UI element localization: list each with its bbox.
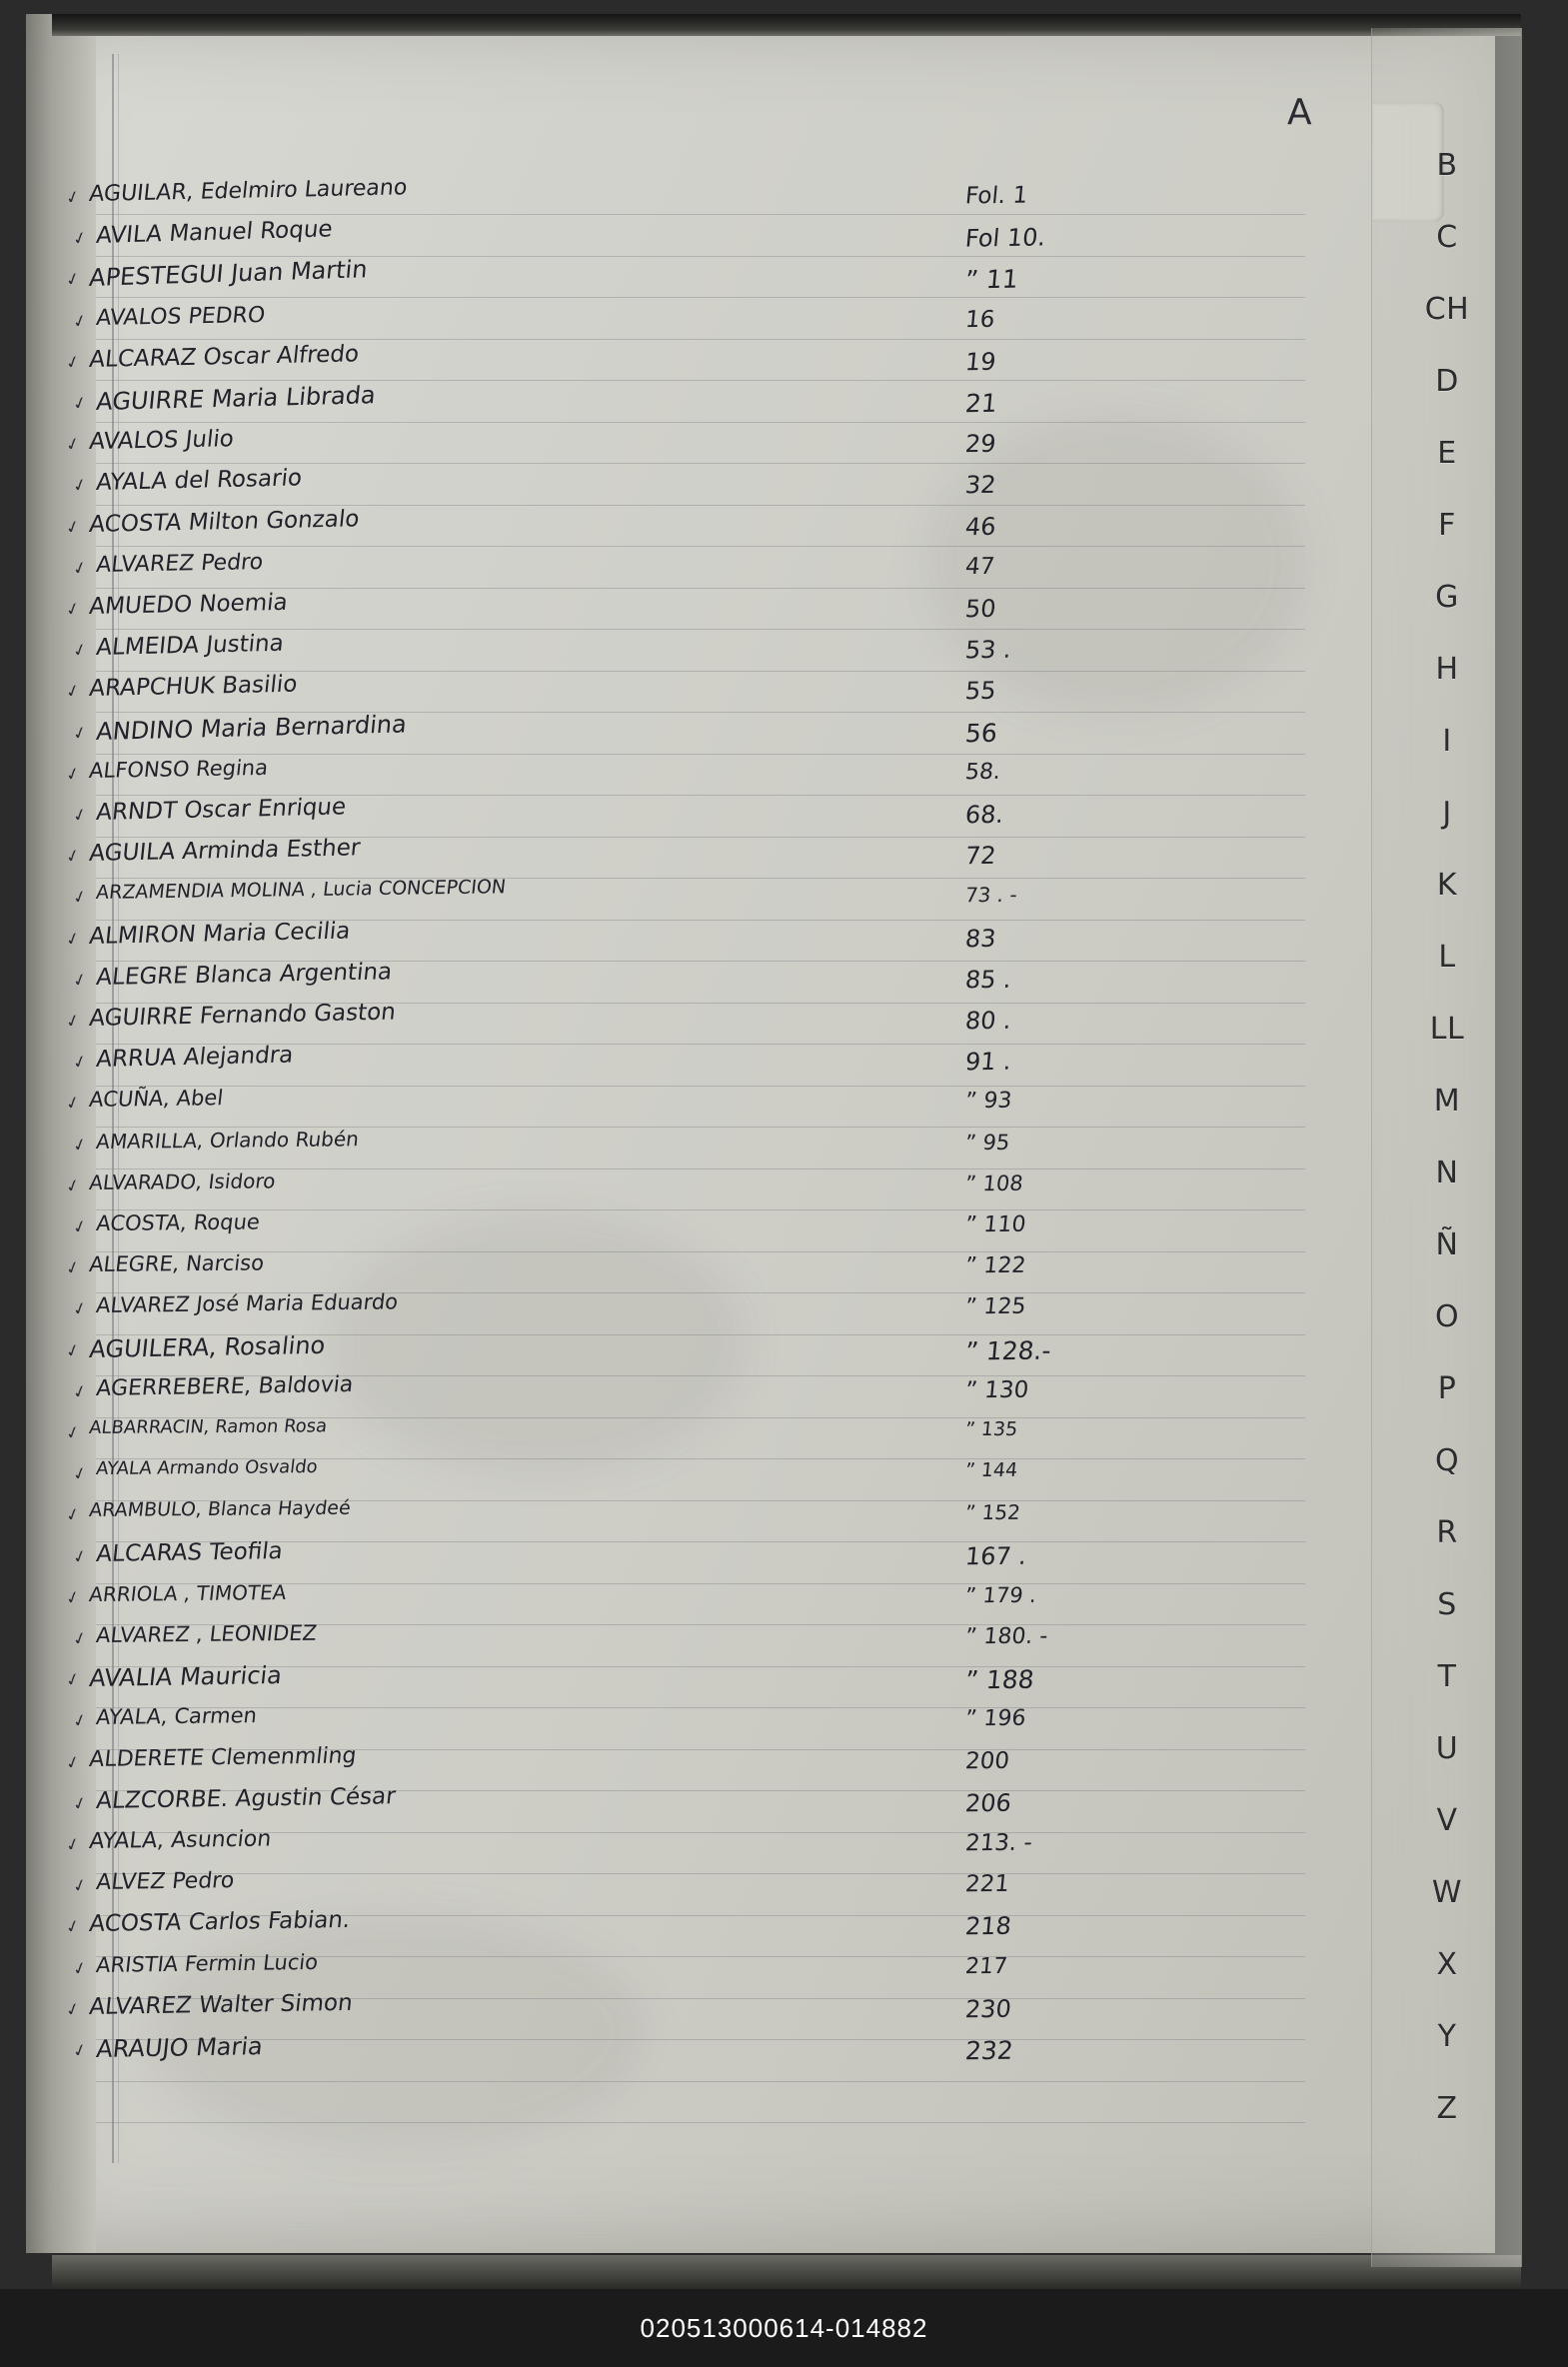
entry-folio: 55: [963, 677, 997, 706]
check-mark: ✓: [70, 969, 90, 993]
entry-folio: ” 152: [963, 1500, 1022, 1525]
check-mark: ✓: [70, 1215, 90, 1239]
entry-row: [63, 255, 1347, 308]
entry-row: [70, 709, 1354, 762]
paper-sheet: [26, 14, 1495, 2253]
entry-row: [63, 505, 1347, 556]
index-tab-h[interactable]: H: [1435, 652, 1459, 687]
check-mark: ✓: [63, 598, 83, 622]
entry-folio: 46: [963, 512, 997, 541]
entry-name: AYALA del Rosario: [95, 465, 304, 497]
entry-row: [70, 1456, 1354, 1502]
entry-name: ALCARAS Teofila: [95, 1537, 285, 1567]
check-mark: ✓: [63, 1175, 83, 1198]
section-letter: A: [1287, 92, 1312, 133]
index-tab-c[interactable]: C: [1436, 220, 1458, 255]
entry-name: AGUILA Arminda Esther: [88, 835, 362, 868]
entry-row: [63, 1250, 1347, 1296]
entry-name: AVALOS Julio: [88, 426, 236, 456]
entry-name: AGUIRRE Fernando Gaston: [88, 999, 398, 1032]
check-mark: ✓: [63, 268, 83, 292]
index-tab-f[interactable]: F: [1438, 508, 1456, 543]
entry-name: ALMIRON Maria Cecilia: [88, 918, 352, 950]
index-tab-q[interactable]: Q: [1434, 1443, 1460, 1478]
entry-row: [70, 381, 1354, 432]
entry-row: [63, 1826, 1347, 1873]
check-mark: ✓: [63, 1421, 83, 1445]
check-mark: ✓: [70, 1709, 90, 1733]
entry-name: ALBARRACIN, Ramon Rosa: [88, 1415, 329, 1438]
check-mark: ✓: [63, 516, 83, 540]
alphabet-index-tabs[interactable]: [1371, 28, 1522, 2267]
entry-name: AGUILAR, Edelmiro Laureano: [88, 175, 409, 207]
entry-folio: ” 130: [963, 1376, 1030, 1404]
check-mark: ✓: [63, 1092, 83, 1116]
check-mark: ✓: [63, 680, 83, 704]
check-mark: ✓: [70, 722, 90, 746]
check-mark: ✓: [70, 1627, 90, 1651]
entry-name: AVALOS PEDRO: [95, 302, 267, 331]
index-tab-x[interactable]: X: [1436, 1947, 1458, 1982]
entry-name: ARAPCHUK Basilio: [88, 671, 299, 703]
index-tab-y[interactable]: Y: [1437, 2019, 1457, 2054]
index-tab-m[interactable]: M: [1433, 1084, 1461, 1119]
entry-row: [63, 1742, 1347, 1791]
check-mark: ✓: [63, 433, 83, 457]
binding-shadow: [26, 14, 96, 2253]
entry-name: AVALIA Mauricia: [88, 1661, 284, 1693]
entry-name: AYALA, Carmen: [95, 1703, 259, 1730]
index-tab-n[interactable]: N: [1435, 1156, 1459, 1190]
check-mark: ✓: [63, 1586, 83, 1610]
entry-folio: ” 11: [963, 264, 1019, 295]
entry-name: AYALA Armando Osvaldo: [95, 1456, 319, 1480]
entry-name: AMUEDO Noemia: [88, 589, 289, 620]
entry-folio: 53 .: [963, 635, 1013, 665]
check-mark: ✓: [70, 2039, 90, 2063]
entry-name: ALVAREZ Walter Simon: [88, 1989, 355, 2020]
check-mark: ✓: [70, 1545, 90, 1569]
entry-folio: ” 144: [963, 1459, 1019, 1482]
image-caption: 020513000614-014882: [0, 2289, 1568, 2367]
entry-name: ARAUJO Maria: [95, 2032, 265, 2063]
check-mark: ✓: [70, 474, 90, 498]
entry-folio: ” 180. -: [963, 1623, 1049, 1650]
entry-name: AGUIRRE Maria Librada: [95, 381, 378, 416]
index-tab-r[interactable]: R: [1436, 1515, 1458, 1550]
entry-name: ARAMBULO, Blanca Haydeé: [88, 1497, 352, 1522]
index-tab-z[interactable]: Z: [1436, 2091, 1458, 2126]
index-tab-i[interactable]: I: [1442, 724, 1452, 759]
entry-name: ALEGRE Blanca Argentina: [95, 959, 394, 991]
entry-folio: ” 188: [963, 1664, 1036, 1695]
entry-name: ARRIOLA , TIMOTEA: [88, 1579, 288, 1606]
entry-row: [63, 1579, 1347, 1626]
entry-folio: 85 .: [963, 965, 1013, 995]
entry-name: ALVEZ Pedro: [95, 1868, 236, 1896]
check-mark: ✓: [70, 1957, 90, 1981]
entry-name: ALVAREZ José Maria Eduardo: [95, 1289, 400, 1318]
entry-folio: 200: [963, 1747, 1011, 1774]
entry-row: [70, 1209, 1354, 1255]
entry-folio: 213. -: [963, 1829, 1034, 1857]
check-mark: ✓: [70, 886, 90, 910]
index-tab-w[interactable]: W: [1431, 1875, 1463, 1910]
entry-name: ALFONSO Regina: [88, 755, 270, 783]
index-tab-o[interactable]: O: [1434, 1299, 1460, 1334]
entry-name: ARZAMENDIA MOLINA , Lucia CONCEPCION: [95, 876, 508, 905]
entry-folio: 29: [963, 429, 997, 459]
index-tab-e[interactable]: E: [1437, 436, 1457, 471]
entry-folio: ” 95: [963, 1130, 1011, 1155]
rule-line: [96, 2122, 1305, 2123]
entry-row: [63, 1497, 1347, 1543]
entry-folio: 47: [963, 553, 996, 580]
index-tab-u[interactable]: U: [1435, 1731, 1459, 1766]
entry-name: ALVAREZ Pedro: [95, 549, 265, 578]
entry-row: [63, 1169, 1347, 1214]
entry-name: AGERREBERE, Baldovia: [95, 1371, 355, 1401]
entry-row: [70, 1783, 1354, 1832]
check-mark: ✓: [63, 1751, 83, 1775]
rule-line: [96, 2081, 1305, 2082]
entry-row: [70, 1371, 1354, 1420]
entry-folio: 32: [963, 471, 997, 500]
check-mark: ✓: [63, 763, 83, 787]
entry-name: ALMEIDA Justina: [95, 630, 286, 662]
entry-row: [70, 1620, 1354, 1667]
entry-folio: Fol. 1: [963, 182, 1029, 210]
entry-folio: 167 .: [963, 1541, 1028, 1570]
entry-folio: 21: [963, 388, 999, 419]
check-mark: ✓: [63, 1668, 83, 1692]
index-tab-g[interactable]: G: [1435, 580, 1459, 615]
entry-folio: ” 108: [963, 1171, 1024, 1195]
entry-row: [63, 1907, 1347, 1955]
check-mark: ✓: [70, 227, 90, 251]
entry-folio: 218: [963, 1912, 1013, 1941]
entry-name: ALZCORBE. Agustin César: [95, 1783, 398, 1814]
book-bottom-edge: [52, 2255, 1521, 2289]
entry-folio: 68.: [963, 800, 1005, 830]
entry-folio: 72: [963, 841, 997, 871]
index-tab-d[interactable]: D: [1435, 364, 1459, 399]
entry-folio: 83: [963, 924, 997, 953]
check-mark: ✓: [70, 639, 90, 663]
index-tab-j[interactable]: J: [1442, 796, 1452, 831]
check-mark: ✓: [70, 1380, 90, 1404]
check-mark: ✓: [70, 804, 90, 828]
check-mark: ✓: [63, 928, 83, 952]
entry-folio: ” 128.-: [963, 1335, 1052, 1366]
check-mark: ✓: [63, 1915, 83, 1939]
entry-folio: 232: [963, 2035, 1015, 2066]
entry-name: ACOSTA, Roque: [95, 1209, 262, 1235]
entry-folio: 217: [963, 1953, 1009, 1979]
entry-folio: Fol 10.: [963, 223, 1047, 253]
book-top-edge: [52, 14, 1521, 36]
entry-name: ARISTIA Fermin Lucio: [95, 1949, 320, 1977]
index-tab-ch[interactable]: CH: [1424, 292, 1470, 327]
entry-folio: ” 135: [963, 1417, 1019, 1441]
check-mark: ✓: [70, 1051, 90, 1075]
entry-row: [70, 1703, 1354, 1749]
entry-row: [70, 1126, 1354, 1174]
entry-folio: 91 .: [963, 1047, 1013, 1077]
entry-row: [70, 1537, 1354, 1585]
entry-folio: ” 125: [963, 1294, 1027, 1320]
check-mark: ✓: [63, 1010, 83, 1034]
entry-name: ARRUA Alejandra: [95, 1042, 295, 1074]
index-tab-v[interactable]: V: [1436, 1803, 1458, 1838]
entry-folio: 73 . -: [963, 883, 1018, 908]
entry-name: AMARILLA, Orlando Rubén: [95, 1126, 361, 1154]
entry-name: ALVAREZ , LEONIDEZ: [95, 1620, 319, 1647]
entry-folio: 206: [963, 1788, 1013, 1818]
index-tab-k[interactable]: K: [1436, 868, 1458, 903]
entry-folio: ” 122: [963, 1253, 1027, 1279]
check-mark: ✓: [70, 1874, 90, 1898]
entry-name: ACOSTA Carlos Fabian.: [88, 1907, 352, 1938]
entry-name: ARNDT Oscar Enrique: [95, 794, 348, 826]
entry-row: [63, 1661, 1347, 1708]
entry-row: [70, 2032, 1354, 2079]
entry-name: ACOSTA Milton Gonzalo: [88, 505, 361, 538]
entry-name: ALVARADO, Isidoro: [88, 1169, 277, 1194]
entry-row: [70, 1042, 1354, 1091]
check-mark: ✓: [63, 1998, 83, 2022]
check-mark: ✓: [63, 186, 83, 210]
entry-folio: 19: [963, 347, 997, 377]
entry-name: ALCARAZ Oscar Alfredo: [88, 341, 361, 373]
index-tab-b[interactable]: B: [1436, 148, 1458, 183]
entry-name: AVILA Manuel Roque: [95, 216, 334, 250]
entry-folio: 221: [963, 1870, 1011, 1898]
check-mark: ✓: [70, 392, 90, 416]
check-mark: ✓: [63, 1339, 83, 1363]
check-mark: ✓: [70, 1134, 90, 1158]
index-tab-ll[interactable]: LL: [1429, 1012, 1465, 1047]
check-mark: ✓: [70, 1792, 90, 1816]
check-mark: ✓: [70, 557, 90, 581]
check-mark: ✓: [63, 1503, 83, 1527]
entry-folio: 50: [963, 594, 997, 624]
entry-folio: ” 196: [963, 1706, 1027, 1732]
entry-folio: ” 110: [963, 1211, 1027, 1238]
entry-row: [63, 1330, 1347, 1379]
entry-name: ALDERETE Clemenmling: [88, 1742, 358, 1772]
entry-row: [63, 1086, 1347, 1132]
index-tab-ñ[interactable]: Ñ: [1435, 1227, 1459, 1262]
check-mark: ✓: [63, 1256, 83, 1280]
entry-folio: ” 93: [963, 1089, 1013, 1115]
entry-folio: 80 .: [963, 1006, 1013, 1036]
entry-name: AYALA, Asuncion: [88, 1826, 273, 1854]
entry-name: ALEGRE, Narciso: [88, 1250, 266, 1277]
entry-name: APESTEGUI Juan Martin: [88, 255, 369, 293]
check-mark: ✓: [70, 1297, 90, 1321]
check-mark: ✓: [63, 1833, 83, 1857]
check-mark: ✓: [70, 1462, 90, 1486]
index-tab-t[interactable]: T: [1437, 1659, 1457, 1694]
entry-name: ACUÑA, Abel: [88, 1086, 225, 1113]
entry-row: [63, 1989, 1347, 2038]
entry-folio: 16: [963, 306, 996, 333]
index-tab-l[interactable]: L: [1438, 940, 1456, 975]
check-mark: ✓: [63, 351, 83, 375]
entry-folio: ” 179 .: [963, 1582, 1038, 1608]
check-mark: ✓: [70, 310, 90, 334]
check-mark: ✓: [63, 845, 83, 869]
entry-folio: 58.: [963, 759, 1002, 785]
index-tab-p[interactable]: P: [1437, 1371, 1457, 1406]
entry-name: ANDINO Maria Bernardina: [95, 709, 409, 746]
entry-folio: 230: [963, 1994, 1013, 2024]
entry-row: [63, 1415, 1347, 1461]
entry-folio: 56: [963, 718, 999, 748]
index-tab-s[interactable]: S: [1437, 1587, 1457, 1622]
entry-name: AGUILERA, Rosalino: [88, 1330, 327, 1363]
